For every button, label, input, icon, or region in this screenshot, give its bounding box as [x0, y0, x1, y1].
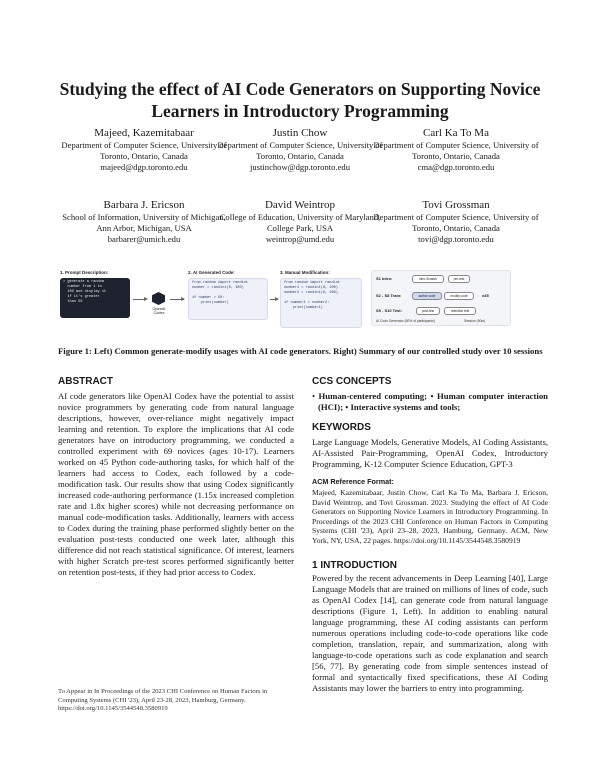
keywords-text: Large Language Models, Generative Models, AI Coding Assistants, AI-Assisted Pair-Programming, OpenAI Codex, Introductory Programming, K-12 Computer Science Education, GPT-3: [312, 437, 548, 469]
author-1: [58, 126, 230, 173]
legend-item: AI Code Generator (50% of participants): [376, 319, 435, 323]
author-affiliation: Department of Computer Science, University of Toronto, Ontario, Canada: [217, 140, 383, 161]
author-affiliation: Department of Computer Science, University of Toronto, Ontario, Canada: [373, 212, 539, 233]
author-email: tovi@dgp.toronto.edu: [418, 234, 494, 244]
left-column: [58, 375, 294, 578]
author-name: David Weintrop: [264, 199, 336, 211]
pill: post-test: [416, 307, 440, 315]
author-email: majeed@dgp.toronto.edu: [100, 162, 188, 172]
footnote: To Appear in In Proceedings of the 2023 CHI Conference on Human Factors in Computing Systems (CHI '23), April 23-28, 2023, Hamburg, Germany. https://doi.org/10.1145/3544548.3580919: [58, 688, 268, 713]
intro-heading: 1 INTRODUCTION: [312, 559, 397, 571]
author-6: [370, 198, 542, 245]
row-label: S9 - S10 Test:: [376, 308, 402, 313]
step1-label: 1. Prompt Description:: [60, 270, 109, 275]
figure-study-summary: [371, 270, 511, 340]
author-email: weintrop@umd.edu: [265, 234, 335, 244]
ccs-list: [312, 391, 548, 413]
author-5: [214, 198, 386, 245]
ccs-item: • Human-centered computing; • Human computer interaction (HCI); • Interactive systems and tools;: [312, 391, 549, 412]
author-affiliation: Department of Computer Science, University of Toronto, Ontario, Canada: [61, 140, 227, 161]
author-4: [58, 198, 230, 245]
author-email: barbarer@umich.edu: [107, 234, 181, 244]
ccs-heading: CCS CONCEPTS: [312, 376, 392, 387]
openai-icon: [152, 292, 165, 305]
abstract-heading: ABSTRACT: [58, 376, 113, 387]
study-panel: [371, 270, 511, 326]
author-email: cma@dgp.toronto.edu: [417, 162, 495, 172]
reference-text: Majeed, Kazemitabaar, Justin Chow, Carl Ka To Ma, Barbara J. Ericson, David Weintrop, and Tovi Grossman. 2023. Studying the effect of AI Code Generators on Supporting Novice Learners in Introductory Programming. In Proceedings of the 2023 CHI Conference on Human Factors in Computing Systems (CHI '23), April 23–28, 2023, Hamburg, Germany. ACM, New York, NY, USA, 22 pages. https://doi.org/10.1145/3544548.3580919: [312, 488, 548, 545]
figure-caption: Figure 1: Left) Common generate-modify usages with AI code generators. Right) Summary of our controlled study over 10 sessions: [58, 346, 543, 356]
author-name: Tovi Grossman: [422, 199, 490, 211]
arrow: [270, 299, 278, 300]
row-label: S1 Intro:: [376, 276, 393, 281]
step2-label: 2. AI Generated Code:: [188, 270, 235, 275]
keywords-heading: KEYWORDS: [312, 422, 371, 433]
author-3: [370, 126, 542, 173]
ccs-item-text: Human-centered computing; • Human computer interaction (HCI); • Interactive systems and tools;: [318, 391, 549, 412]
generated-code-box: from random import randint number = randint(0, 100) if number > 50: print(number): [188, 278, 268, 320]
prompt-box: > generate a random number from 1 to 100 and display it if it's greater than 50: [60, 278, 130, 318]
author-affiliation: College of Education, University of Maryland, College Park, USA: [219, 212, 381, 233]
author-name: Justin Chow: [272, 127, 328, 139]
author-name: Barbara J. Ericson: [103, 199, 185, 211]
modified-code-box: from random import randint number1 = randint(0, 100) number2 = randint(0, 100) if number1 > number2: print(number1): [280, 278, 362, 328]
author-affiliation: School of Information, University of Michigan, Ann Arbor, Michigan, USA: [62, 212, 226, 233]
pill: pre-test: [448, 275, 470, 283]
step3-label: 3. Manual Modification:: [280, 270, 330, 275]
right-column: [312, 375, 548, 694]
model-label: OpenAI Codex: [152, 307, 166, 315]
reference-heading: ACM Reference Format:: [312, 477, 394, 486]
pill: intro Scratch: [412, 275, 444, 283]
intro-text: Powered by the recent advancements in Deep Learning [40], Large Language Models that are trained on millions of lines of code, such as OpenAI Codex [14], can generate code from natural language descriptions (Figure 1, Left). In addition to enabling natural language programming, these AI coding assistants can perform numerous operations including code-to-code operations like code completion, translation, repair, and summarization, along with language-to-code operations such as code explanation and search [56, 77]. By generating code from simple sentences instead of formal and syntactically fixed specifications, these AI Coding Assistants may lower the barriers to entry into programming.: [312, 572, 548, 693]
author-name: Majeed, Kazemitabaar: [94, 127, 194, 139]
row-label: S2 - S8 Train:: [376, 293, 402, 298]
arrow: [133, 299, 147, 300]
figure-generate-modify: [58, 270, 363, 340]
paper-title: Studying the effect of AI Code Generators on Supporting Novice Learners in Introductory Programming: [59, 79, 541, 121]
author-affiliation: Department of Computer Science, University of Toronto, Ontario, Canada: [373, 140, 539, 161]
legend-item: Session (90m): [464, 319, 486, 323]
pill: author code: [412, 292, 442, 300]
author-email: justinchow@dgp.toronto.edu: [249, 162, 351, 172]
repeat-count: x45: [482, 293, 489, 298]
author-name: Carl Ka To Ma: [423, 127, 489, 139]
pill: modify code: [444, 292, 474, 300]
pill: retention test: [444, 307, 476, 315]
abstract-text: AI code generators like OpenAI Codex have the potential to assist novice programmers by generating code from natural language descriptions, however, over-reliance might negatively impact learning and retention. To explore the implications that AI code generators have on introductory programming, we conducted a controlled experiment with 69 novices (ages 10-17). Learners worked on 45 Python code-authoring tasks, for which half of the learners had access to Codex, each followed by a code-modification task. Our results show that using Codex significantly increased code-authoring performance (1.15x increased completion rate and 1.8x higher scores) while not decreasing performance on manual code-modification tasks. Additionally, learners with access to Codex during the training phase performed slightly better on the evaluation post-tests conducted one week later, although this difference did not reach statistical significance. Of interest, learners with higher Scratch pre-test scores performed significantly better on retention post-tests, if they had prior access to Codex.: [58, 391, 294, 577]
arrow: [170, 299, 184, 300]
author-2: [214, 126, 386, 173]
